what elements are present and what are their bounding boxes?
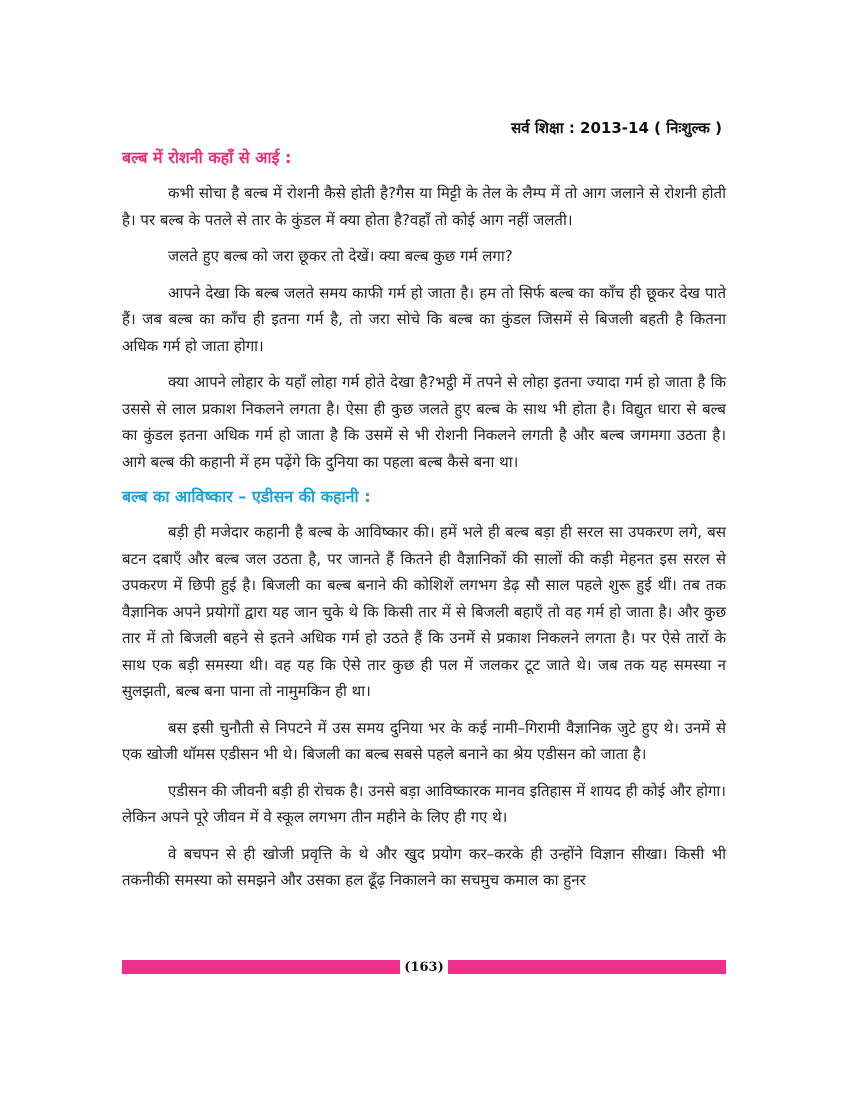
paragraph: कभी सोचा है बल्ब में रोशनी कैसे होती है?गैस या मिट्टी के तेल के लैम्प में तो आग जलाने से रोशनी होती है। पर बल्ब के पतले से तार के कुंडल में क्या होता है?वहाँ तो कोई आग नहीं जलती। <box>122 184 726 229</box>
section-heading-edison-story: बल्ब का आविष्कार – एडीसन की कहानी : <box>122 487 371 506</box>
paragraph: बड़ी ही मजेदार कहानी है बल्ब के आविष्कार की। हमें भले ही बल्ब बड़ा ही सरल सा उपकरण लगे, बस बटन दबाएँ और बल्ब जल उठता है, पर जानते हैं कितने ही वैज्ञानिकों की सालों की कड़ी मेहनत इस सरल से उपकरण में छिपी हुई है। बिजली का बल्ब बनाने की कोशिशें लगभग डेढ़ सौ साल पहले शुरू हुई थीं। तब तक वैज्ञानिक अपने प्रयोगों द्वारा यह जान चुके थे कि किसी तार में से बिजली बहाएँ तो वह गर्म हो जाता है। और कुछ तार में तो बिजली बहने से इतने अधिक गर्म हो उठते हैं कि उनमें से प्रकाश निकलने लगता है। पर ऐसे तारों के साथ एक बड़ी समस्या थी। वह यह कि ऐसे तार कुछ ही पल में जलकर टूट जाते थे। जब तक यह समस्या न सुलझती, बल्ब बना पाना तो नामुमकिन ही था। <box>122 523 726 700</box>
footer-bar-left <box>122 960 400 974</box>
page-number: (163) <box>404 959 444 975</box>
paragraph: वे बचपन से ही खोजी प्रवृत्ति के थे और खुद प्रयोग कर–करके ही उन्होंने विज्ञान सीखा। किसी भी तकनीकी समस्या को समझने और उसका हल ढूँढ़ निकालने का सचमुच कमाल का हुनर <box>122 844 726 889</box>
paragraph: जलते हुए बल्ब को जरा छूकर तो देखें। क्या बल्ब कुछ गर्म लगा? <box>168 247 513 265</box>
page-content <box>122 146 726 904</box>
section-heading-light-source: बल्ब में रोशनी कहाँ से आई : <box>122 148 292 167</box>
paragraph: क्या आपने लोहार के यहाँ लोहा गर्म होते देखा है?भट्ठी में तपने से लोहा इतना ज्यादा गर्म हो जाता है कि उससे से लाल प्रकाश निकलने लगता है। ऐसा ही कुछ जलते हुए बल्ब के साथ भी होता है। विद्युत धारा से बल्ब का कुंडल इतना अधिक गर्म हो जाता है कि उसमें से भी रोशनी निकलने लगती है और बल्ब जगमगा उठता है। आगे बल्ब की कहानी में हम पढ़ेंगे कि दुनिया का पहला बल्ब कैसे बना था। <box>122 373 726 471</box>
paragraph: बस इसी चुनौती से निपटने में उस समय दुनिया भर के कई नामी–गिरामी वैज्ञानिक जुटे हुए थे। उनमें से एक खोजी थॉमस एडीसन भी थे। बिजली का बल्ब सबसे पहले बनाने का श्रेय एडीसन को जाता है। <box>122 718 726 763</box>
page-footer <box>122 958 726 976</box>
page-header: सर्व शिक्षा : 2013-14 ( निःशुल्क ) <box>511 119 722 137</box>
paragraph: एडीसन की जीवनी बड़ी ही रोचक है। उनसे बड़ा आविष्कारक मानव इतिहास में शायद ही कोई और होगा। लेकिन अपने पूरे जीवन में वे स्कूल लगभग तीन महीने के लिए ही गए थे। <box>122 781 726 826</box>
paragraph: आपने देखा कि बल्ब जलते समय काफी गर्म हो जाता है। हम तो सिर्फ बल्ब का काँच ही छूकर देख पाते हैं। जब बल्ब का काँच ही इतना गर्म है, तो जरा सोचे कि बल्ब का कुंडल जिसमें से बिजली बहती है कितना अधिक गर्म हो जाता होगा। <box>122 283 726 355</box>
footer-bar-right <box>448 960 726 974</box>
